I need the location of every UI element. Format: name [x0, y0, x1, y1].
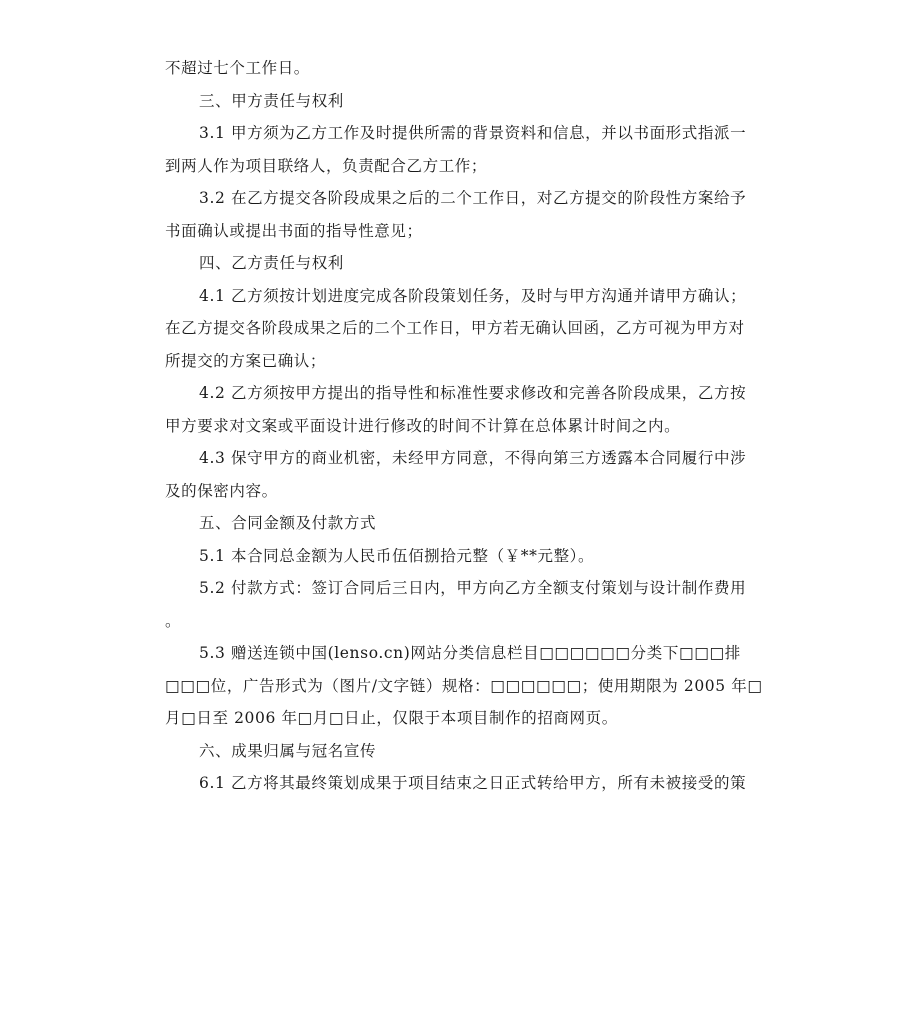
paragraph-b3 — [165, 182, 757, 247]
paragraph-line: 6.1 乙方将其最终策划成果于项目结束之日正式转给甲方，所有未被接受的策 — [199, 774, 747, 792]
paragraph-line: 月□日至 2006 年□月□日止，仅限于本项目制作的招商网页。 — [165, 709, 618, 727]
paragraph-line: 。 — [165, 611, 182, 630]
paragraph-b5 — [165, 280, 757, 378]
paragraph-b13 — [165, 767, 757, 800]
paragraph-line: 4.2 乙方须按甲方提出的指导性和标准性要求修改和完善各阶段成果，乙方按 — [199, 384, 747, 402]
paragraph-line: 5.3 赠送连锁中国(lenso.cn)网站分类信息栏目□□□□□□分类下□□□排 — [199, 644, 741, 662]
paragraph-b1 — [165, 85, 757, 118]
paragraph-line: 4.1 乙方须按计划进度完成各阶段策划任务，及时与甲方沟通并请甲方确认； — [199, 286, 747, 305]
paragraph-line: 5.1 本合同总金额为人民币伍佰捌拾元整（￥**元整）。 — [199, 546, 595, 565]
paragraph-line: 3.1 甲方须为乙方工作及时提供所需的背景资料和信息，并以书面形式指派一 — [199, 124, 747, 142]
paragraph-line: 及的保密内容。 — [165, 481, 278, 500]
paragraph-line: 书面确认或提出书面的指导性意见； — [165, 221, 423, 240]
paragraph-line: □□□位，广告形式为（图片/文字链）规格：□□□□□□；使用期限为 2005 年□ — [165, 676, 763, 695]
paragraph-line: 四、乙方责任与权利 — [199, 254, 344, 272]
paragraph-b10 — [165, 572, 757, 637]
paragraph-b4 — [165, 247, 757, 280]
paragraph-line: 甲方要求对文案或平面设计进行修改的时间不计算在总体累计时间之内。 — [165, 416, 681, 435]
paragraph-line: 所提交的方案已确认； — [165, 351, 327, 370]
paragraph-line: 3.2 在乙方提交各阶段成果之后的二个工作日，对乙方提交的阶段性方案给予 — [199, 189, 747, 207]
paragraph-line: 4.3 保守甲方的商业机密，未经甲方同意，不得向第三方透露本合同履行中涉 — [199, 449, 747, 467]
paragraph-b6 — [165, 377, 757, 442]
document-body — [165, 52, 763, 800]
paragraph-line: 三、甲方责任与权利 — [199, 91, 344, 110]
paragraph-line: 到两人作为项目联络人，负责配合乙方工作； — [165, 156, 488, 175]
paragraph-b9 — [165, 540, 757, 573]
paragraph-b2 — [165, 117, 757, 182]
paragraph-line: 不超过七个工作日。 — [165, 59, 310, 77]
paragraph-b7 — [165, 442, 757, 507]
paragraph-line: 五、合同金额及付款方式 — [199, 514, 377, 532]
paragraph-line: 在乙方提交各阶段成果之后的二个工作日，甲方若无确认回函，乙方可视为甲方对 — [165, 319, 745, 337]
paragraph-line: 5.2 付款方式：签订合同后三日内，甲方向乙方全额支付策划与设计制作费用 — [199, 579, 747, 597]
paragraph-b0 — [165, 52, 757, 85]
paragraph-b12 — [165, 735, 757, 768]
paragraph-b8 — [165, 507, 757, 540]
paragraph-b11 — [165, 637, 763, 735]
paragraph-line: 六、成果归属与冠名宣传 — [199, 741, 377, 760]
